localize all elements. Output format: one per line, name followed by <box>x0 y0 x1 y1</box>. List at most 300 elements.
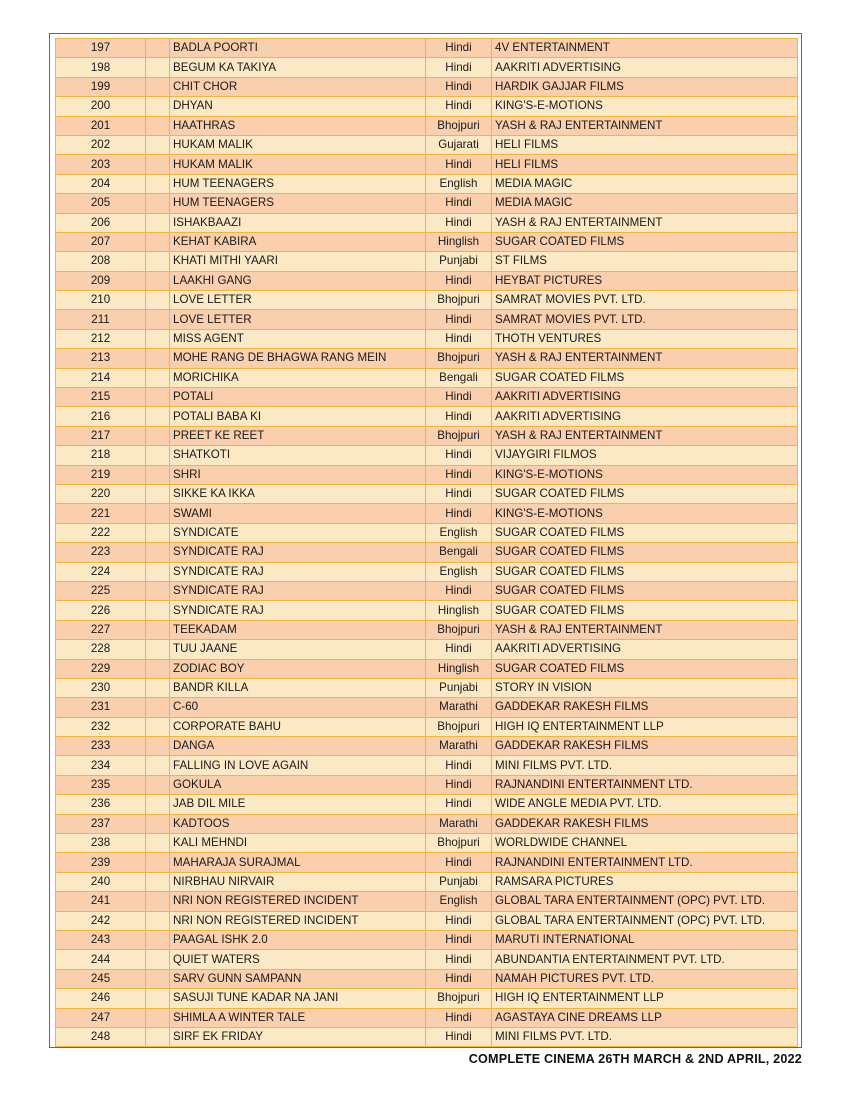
blank-cell <box>146 232 170 251</box>
film-title-cell: C-60 <box>170 698 426 717</box>
serial-number-cell: 245 <box>56 969 146 988</box>
blank-cell <box>146 834 170 853</box>
serial-number-cell: 199 <box>56 77 146 96</box>
blank-cell <box>146 620 170 639</box>
table-row <box>56 756 798 775</box>
serial-number-cell: 205 <box>56 194 146 213</box>
film-title-cell: MAHARAJA SURAJMAL <box>170 853 426 872</box>
serial-number-cell: 216 <box>56 407 146 426</box>
producer-cell: HEYBAT PICTURES <box>492 271 798 290</box>
producer-cell: YASH & RAJ ENTERTAINMENT <box>492 213 798 232</box>
table-row <box>56 640 798 659</box>
film-title-cell: SHATKOTI <box>170 446 426 465</box>
language-cell: Punjabi <box>426 252 492 271</box>
blank-cell <box>146 581 170 600</box>
serial-number-cell: 231 <box>56 698 146 717</box>
film-title-cell: JAB DIL MILE <box>170 795 426 814</box>
language-cell: Hindi <box>426 775 492 794</box>
blank-cell <box>146 446 170 465</box>
producer-cell: AAKRITI ADVERTISING <box>492 58 798 77</box>
film-title-cell: POTALI <box>170 388 426 407</box>
blank-cell <box>146 194 170 213</box>
serial-number-cell: 223 <box>56 543 146 562</box>
serial-number-cell: 235 <box>56 775 146 794</box>
producer-cell: SUGAR COATED FILMS <box>492 368 798 387</box>
serial-number-cell: 242 <box>56 911 146 930</box>
table-row <box>56 465 798 484</box>
blank-cell <box>146 271 170 290</box>
table-row <box>56 872 798 891</box>
language-cell: Hindi <box>426 194 492 213</box>
serial-number-cell: 224 <box>56 562 146 581</box>
blank-cell <box>146 97 170 116</box>
producer-cell: GADDEKAR RAKESH FILMS <box>492 737 798 756</box>
blank-cell <box>146 465 170 484</box>
blank-cell <box>146 678 170 697</box>
language-cell: Bhojpuri <box>426 349 492 368</box>
table-row <box>56 504 798 523</box>
table-row <box>56 135 798 154</box>
blank-cell <box>146 407 170 426</box>
language-cell: Hinglish <box>426 601 492 620</box>
producer-cell: SAMRAT MOVIES PVT. LTD. <box>492 291 798 310</box>
footer-caption: COMPLETE CINEMA 26TH MARCH & 2ND APRIL, 2022 <box>468 1052 802 1066</box>
blank-cell <box>146 329 170 348</box>
table-row <box>56 77 798 96</box>
language-cell: Hindi <box>426 756 492 775</box>
table-row <box>56 116 798 135</box>
film-title-cell: SIKKE KA IKKA <box>170 484 426 503</box>
producer-cell: THOTH VENTURES <box>492 329 798 348</box>
language-cell: Hindi <box>426 213 492 232</box>
blank-cell <box>146 1027 170 1046</box>
blank-cell <box>146 523 170 542</box>
producer-cell: ABUNDANTIA ENTERTAINMENT PVT. LTD. <box>492 950 798 969</box>
film-title-cell: KALI MEHNDI <box>170 834 426 853</box>
blank-cell <box>146 601 170 620</box>
language-cell: Gujarati <box>426 135 492 154</box>
blank-cell <box>146 892 170 911</box>
blank-cell <box>146 911 170 930</box>
producer-cell: MEDIA MAGIC <box>492 194 798 213</box>
producer-cell: RAJNANDINI ENTERTAINMENT LTD. <box>492 775 798 794</box>
film-title-cell: FALLING IN LOVE AGAIN <box>170 756 426 775</box>
film-title-cell: SYNDICATE <box>170 523 426 542</box>
serial-number-cell: 243 <box>56 930 146 949</box>
language-cell: Bhojpuri <box>426 989 492 1008</box>
serial-number-cell: 213 <box>56 349 146 368</box>
table-row <box>56 368 798 387</box>
producer-cell: SUGAR COATED FILMS <box>492 543 798 562</box>
blank-cell <box>146 969 170 988</box>
table-row <box>56 737 798 756</box>
table-row <box>56 1027 798 1046</box>
film-title-cell: SWAMI <box>170 504 426 523</box>
producer-cell: KING'S-E-MOTIONS <box>492 97 798 116</box>
film-certification-table <box>55 38 798 1047</box>
film-title-cell: LOVE LETTER <box>170 310 426 329</box>
producer-cell: NAMAH PICTURES PVT. LTD. <box>492 969 798 988</box>
language-cell: Hindi <box>426 39 492 58</box>
serial-number-cell: 212 <box>56 329 146 348</box>
table-row <box>56 407 798 426</box>
table-row <box>56 678 798 697</box>
producer-cell: SUGAR COATED FILMS <box>492 232 798 251</box>
producer-cell: AAKRITI ADVERTISING <box>492 388 798 407</box>
serial-number-cell: 233 <box>56 737 146 756</box>
serial-number-cell: 234 <box>56 756 146 775</box>
language-cell: Hindi <box>426 911 492 930</box>
serial-number-cell: 208 <box>56 252 146 271</box>
film-title-cell: HUKAM MALIK <box>170 155 426 174</box>
table-row <box>56 388 798 407</box>
table-row <box>56 581 798 600</box>
producer-cell: 4V ENTERTAINMENT <box>492 39 798 58</box>
blank-cell <box>146 543 170 562</box>
producer-cell: ST FILMS <box>492 252 798 271</box>
language-cell: Marathi <box>426 737 492 756</box>
table-row <box>56 484 798 503</box>
producer-cell: HARDIK GAJJAR FILMS <box>492 77 798 96</box>
film-title-cell: MISS AGENT <box>170 329 426 348</box>
language-cell: Hindi <box>426 465 492 484</box>
language-cell: Bhojpuri <box>426 426 492 445</box>
blank-cell <box>146 853 170 872</box>
producer-cell: GADDEKAR RAKESH FILMS <box>492 814 798 833</box>
blank-cell <box>146 1008 170 1027</box>
table-row <box>56 853 798 872</box>
film-title-cell: QUIET WATERS <box>170 950 426 969</box>
table-row <box>56 39 798 58</box>
serial-number-cell: 240 <box>56 872 146 891</box>
film-title-cell: SYNDICATE RAJ <box>170 581 426 600</box>
film-title-cell: HUM TEENAGERS <box>170 174 426 193</box>
blank-cell <box>146 659 170 678</box>
blank-cell <box>146 368 170 387</box>
blank-cell <box>146 155 170 174</box>
table-row <box>56 930 798 949</box>
serial-number-cell: 225 <box>56 581 146 600</box>
film-title-cell: LAAKHI GANG <box>170 271 426 290</box>
film-title-cell: GOKULA <box>170 775 426 794</box>
producer-cell: SUGAR COATED FILMS <box>492 581 798 600</box>
producer-cell: STORY IN VISION <box>492 678 798 697</box>
language-cell: Hinglish <box>426 232 492 251</box>
serial-number-cell: 198 <box>56 58 146 77</box>
film-title-cell: TEEKADAM <box>170 620 426 639</box>
blank-cell <box>146 775 170 794</box>
producer-cell: VIJAYGIRI FILMOS <box>492 446 798 465</box>
blank-cell <box>146 77 170 96</box>
table-row <box>56 329 798 348</box>
film-title-cell: HUM TEENAGERS <box>170 194 426 213</box>
film-title-cell: KEHAT KABIRA <box>170 232 426 251</box>
blank-cell <box>146 252 170 271</box>
film-title-cell: SYNDICATE RAJ <box>170 562 426 581</box>
language-cell: Hinglish <box>426 659 492 678</box>
producer-cell: GLOBAL TARA ENTERTAINMENT (OPC) PVT. LTD. <box>492 892 798 911</box>
film-title-cell: CORPORATE BAHU <box>170 717 426 736</box>
language-cell: Hindi <box>426 388 492 407</box>
table-row <box>56 775 798 794</box>
serial-number-cell: 227 <box>56 620 146 639</box>
serial-number-cell: 197 <box>56 39 146 58</box>
serial-number-cell: 219 <box>56 465 146 484</box>
serial-number-cell: 230 <box>56 678 146 697</box>
language-cell: Hindi <box>426 446 492 465</box>
table-row <box>56 814 798 833</box>
producer-cell: SAMRAT MOVIES PVT. LTD. <box>492 310 798 329</box>
producer-cell: MINI FILMS PVT. LTD. <box>492 1027 798 1046</box>
table-row <box>56 252 798 271</box>
blank-cell <box>146 717 170 736</box>
film-title-cell: BANDR KILLA <box>170 678 426 697</box>
producer-cell: RAMSARA PICTURES <box>492 872 798 891</box>
serial-number-cell: 239 <box>56 853 146 872</box>
film-title-cell: SHRI <box>170 465 426 484</box>
table-row <box>56 795 798 814</box>
table-row <box>56 174 798 193</box>
table-row <box>56 271 798 290</box>
language-cell: Hindi <box>426 329 492 348</box>
serial-number-cell: 228 <box>56 640 146 659</box>
serial-number-cell: 207 <box>56 232 146 251</box>
serial-number-cell: 247 <box>56 1008 146 1027</box>
table-row <box>56 213 798 232</box>
language-cell: Hindi <box>426 640 492 659</box>
film-title-cell: MORICHIKA <box>170 368 426 387</box>
table-row <box>56 97 798 116</box>
film-title-cell: SIRF EK FRIDAY <box>170 1027 426 1046</box>
blank-cell <box>146 135 170 154</box>
producer-cell: AAKRITI ADVERTISING <box>492 640 798 659</box>
blank-cell <box>146 989 170 1008</box>
serial-number-cell: 236 <box>56 795 146 814</box>
film-title-cell: SYNDICATE RAJ <box>170 543 426 562</box>
table-row <box>56 969 798 988</box>
producer-cell: GADDEKAR RAKESH FILMS <box>492 698 798 717</box>
film-title-cell: ZODIAC BOY <box>170 659 426 678</box>
producer-cell: YASH & RAJ ENTERTAINMENT <box>492 426 798 445</box>
producer-cell: AAKRITI ADVERTISING <box>492 407 798 426</box>
table-row <box>56 989 798 1008</box>
table-row <box>56 834 798 853</box>
serial-number-cell: 244 <box>56 950 146 969</box>
serial-number-cell: 203 <box>56 155 146 174</box>
film-title-cell: HAATHRAS <box>170 116 426 135</box>
serial-number-cell: 237 <box>56 814 146 833</box>
film-title-cell: SYNDICATE RAJ <box>170 601 426 620</box>
film-title-cell: SHIMLA A WINTER TALE <box>170 1008 426 1027</box>
serial-number-cell: 248 <box>56 1027 146 1046</box>
producer-cell: SUGAR COATED FILMS <box>492 601 798 620</box>
producer-cell: YASH & RAJ ENTERTAINMENT <box>492 620 798 639</box>
film-title-cell: PREET KE REET <box>170 426 426 445</box>
blank-cell <box>146 388 170 407</box>
producer-cell: HIGH IQ ENTERTAINMENT LLP <box>492 717 798 736</box>
language-cell: Hindi <box>426 271 492 290</box>
serial-number-cell: 229 <box>56 659 146 678</box>
producer-cell: KING'S-E-MOTIONS <box>492 504 798 523</box>
language-cell: Hindi <box>426 930 492 949</box>
language-cell: Bhojpuri <box>426 834 492 853</box>
blank-cell <box>146 562 170 581</box>
blank-cell <box>146 39 170 58</box>
producer-cell: MARUTI INTERNATIONAL <box>492 930 798 949</box>
table-row <box>56 562 798 581</box>
blank-cell <box>146 737 170 756</box>
blank-cell <box>146 58 170 77</box>
film-title-cell: NRI NON REGISTERED INCIDENT <box>170 892 426 911</box>
producer-cell: GLOBAL TARA ENTERTAINMENT (OPC) PVT. LTD. <box>492 911 798 930</box>
producer-cell: HELI FILMS <box>492 155 798 174</box>
language-cell: Hindi <box>426 97 492 116</box>
serial-number-cell: 246 <box>56 989 146 1008</box>
film-title-cell: ISHAKBAAZI <box>170 213 426 232</box>
producer-cell: YASH & RAJ ENTERTAINMENT <box>492 349 798 368</box>
film-title-cell: TUU JAANE <box>170 640 426 659</box>
language-cell: English <box>426 892 492 911</box>
film-title-cell: SASUJI TUNE KADAR NA JANI <box>170 989 426 1008</box>
table-row <box>56 911 798 930</box>
table-row <box>56 892 798 911</box>
producer-cell: MEDIA MAGIC <box>492 174 798 193</box>
table-row <box>56 426 798 445</box>
producer-cell: SUGAR COATED FILMS <box>492 484 798 503</box>
blank-cell <box>146 756 170 775</box>
language-cell: Marathi <box>426 814 492 833</box>
table-row <box>56 601 798 620</box>
serial-number-cell: 218 <box>56 446 146 465</box>
film-title-cell: POTALI BABA KI <box>170 407 426 426</box>
table-row <box>56 950 798 969</box>
language-cell: Bhojpuri <box>426 717 492 736</box>
serial-number-cell: 238 <box>56 834 146 853</box>
language-cell: Hindi <box>426 969 492 988</box>
producer-cell: WIDE ANGLE MEDIA PVT. LTD. <box>492 795 798 814</box>
serial-number-cell: 209 <box>56 271 146 290</box>
language-cell: Hindi <box>426 853 492 872</box>
blank-cell <box>146 213 170 232</box>
serial-number-cell: 232 <box>56 717 146 736</box>
table-body <box>56 39 798 1047</box>
serial-number-cell: 200 <box>56 97 146 116</box>
table-row <box>56 543 798 562</box>
blank-cell <box>146 174 170 193</box>
language-cell: Punjabi <box>426 872 492 891</box>
serial-number-cell: 222 <box>56 523 146 542</box>
language-cell: English <box>426 523 492 542</box>
table-row <box>56 310 798 329</box>
table-row <box>56 698 798 717</box>
table-row <box>56 155 798 174</box>
serial-number-cell: 241 <box>56 892 146 911</box>
language-cell: Hindi <box>426 77 492 96</box>
serial-number-cell: 201 <box>56 116 146 135</box>
blank-cell <box>146 698 170 717</box>
producer-cell: SUGAR COATED FILMS <box>492 562 798 581</box>
film-title-cell: CHIT CHOR <box>170 77 426 96</box>
language-cell: Hindi <box>426 1008 492 1027</box>
language-cell: English <box>426 174 492 193</box>
serial-number-cell: 220 <box>56 484 146 503</box>
blank-cell <box>146 872 170 891</box>
table-row <box>56 659 798 678</box>
blank-cell <box>146 310 170 329</box>
film-title-cell: NIRBHAU NIRVAIR <box>170 872 426 891</box>
language-cell: Hindi <box>426 310 492 329</box>
table-row <box>56 446 798 465</box>
film-title-cell: NRI NON REGISTERED INCIDENT <box>170 911 426 930</box>
language-cell: Hindi <box>426 407 492 426</box>
film-title-cell: MOHE RANG DE BHAGWA RANG MEIN <box>170 349 426 368</box>
producer-cell: SUGAR COATED FILMS <box>492 659 798 678</box>
blank-cell <box>146 484 170 503</box>
table-row <box>56 232 798 251</box>
table-row <box>56 717 798 736</box>
serial-number-cell: 226 <box>56 601 146 620</box>
film-title-cell: KADTOOS <box>170 814 426 833</box>
language-cell: Hindi <box>426 504 492 523</box>
table-row <box>56 194 798 213</box>
language-cell: Hindi <box>426 795 492 814</box>
language-cell: Hindi <box>426 58 492 77</box>
blank-cell <box>146 795 170 814</box>
serial-number-cell: 215 <box>56 388 146 407</box>
serial-number-cell: 221 <box>56 504 146 523</box>
serial-number-cell: 204 <box>56 174 146 193</box>
film-title-cell: DHYAN <box>170 97 426 116</box>
language-cell: Hindi <box>426 950 492 969</box>
language-cell: Bengali <box>426 543 492 562</box>
blank-cell <box>146 930 170 949</box>
film-title-cell: HUKAM MALIK <box>170 135 426 154</box>
language-cell: Hindi <box>426 155 492 174</box>
language-cell: Bhojpuri <box>426 291 492 310</box>
film-title-cell: KHATI MITHI YAARI <box>170 252 426 271</box>
serial-number-cell: 206 <box>56 213 146 232</box>
table-row <box>56 523 798 542</box>
producer-cell: SUGAR COATED FILMS <box>492 523 798 542</box>
producer-cell: MINI FILMS PVT. LTD. <box>492 756 798 775</box>
table-row <box>56 58 798 77</box>
film-title-cell: DANGA <box>170 737 426 756</box>
producer-cell: WORLDWIDE CHANNEL <box>492 834 798 853</box>
blank-cell <box>146 814 170 833</box>
serial-number-cell: 210 <box>56 291 146 310</box>
blank-cell <box>146 640 170 659</box>
blank-cell <box>146 349 170 368</box>
blank-cell <box>146 504 170 523</box>
film-title-cell: LOVE LETTER <box>170 291 426 310</box>
language-cell: Hindi <box>426 484 492 503</box>
producer-cell: HIGH IQ ENTERTAINMENT LLP <box>492 989 798 1008</box>
film-title-cell: BEGUM KA TAKIYA <box>170 58 426 77</box>
blank-cell <box>146 116 170 135</box>
language-cell: Marathi <box>426 698 492 717</box>
producer-cell: AGASTAYA CINE DREAMS LLP <box>492 1008 798 1027</box>
language-cell: Punjabi <box>426 678 492 697</box>
serial-number-cell: 202 <box>56 135 146 154</box>
table-row <box>56 1008 798 1027</box>
film-title-cell: SARV GUNN SAMPANN <box>170 969 426 988</box>
serial-number-cell: 217 <box>56 426 146 445</box>
language-cell: Hindi <box>426 1027 492 1046</box>
blank-cell <box>146 950 170 969</box>
table-row <box>56 349 798 368</box>
blank-cell <box>146 291 170 310</box>
blank-cell <box>146 426 170 445</box>
